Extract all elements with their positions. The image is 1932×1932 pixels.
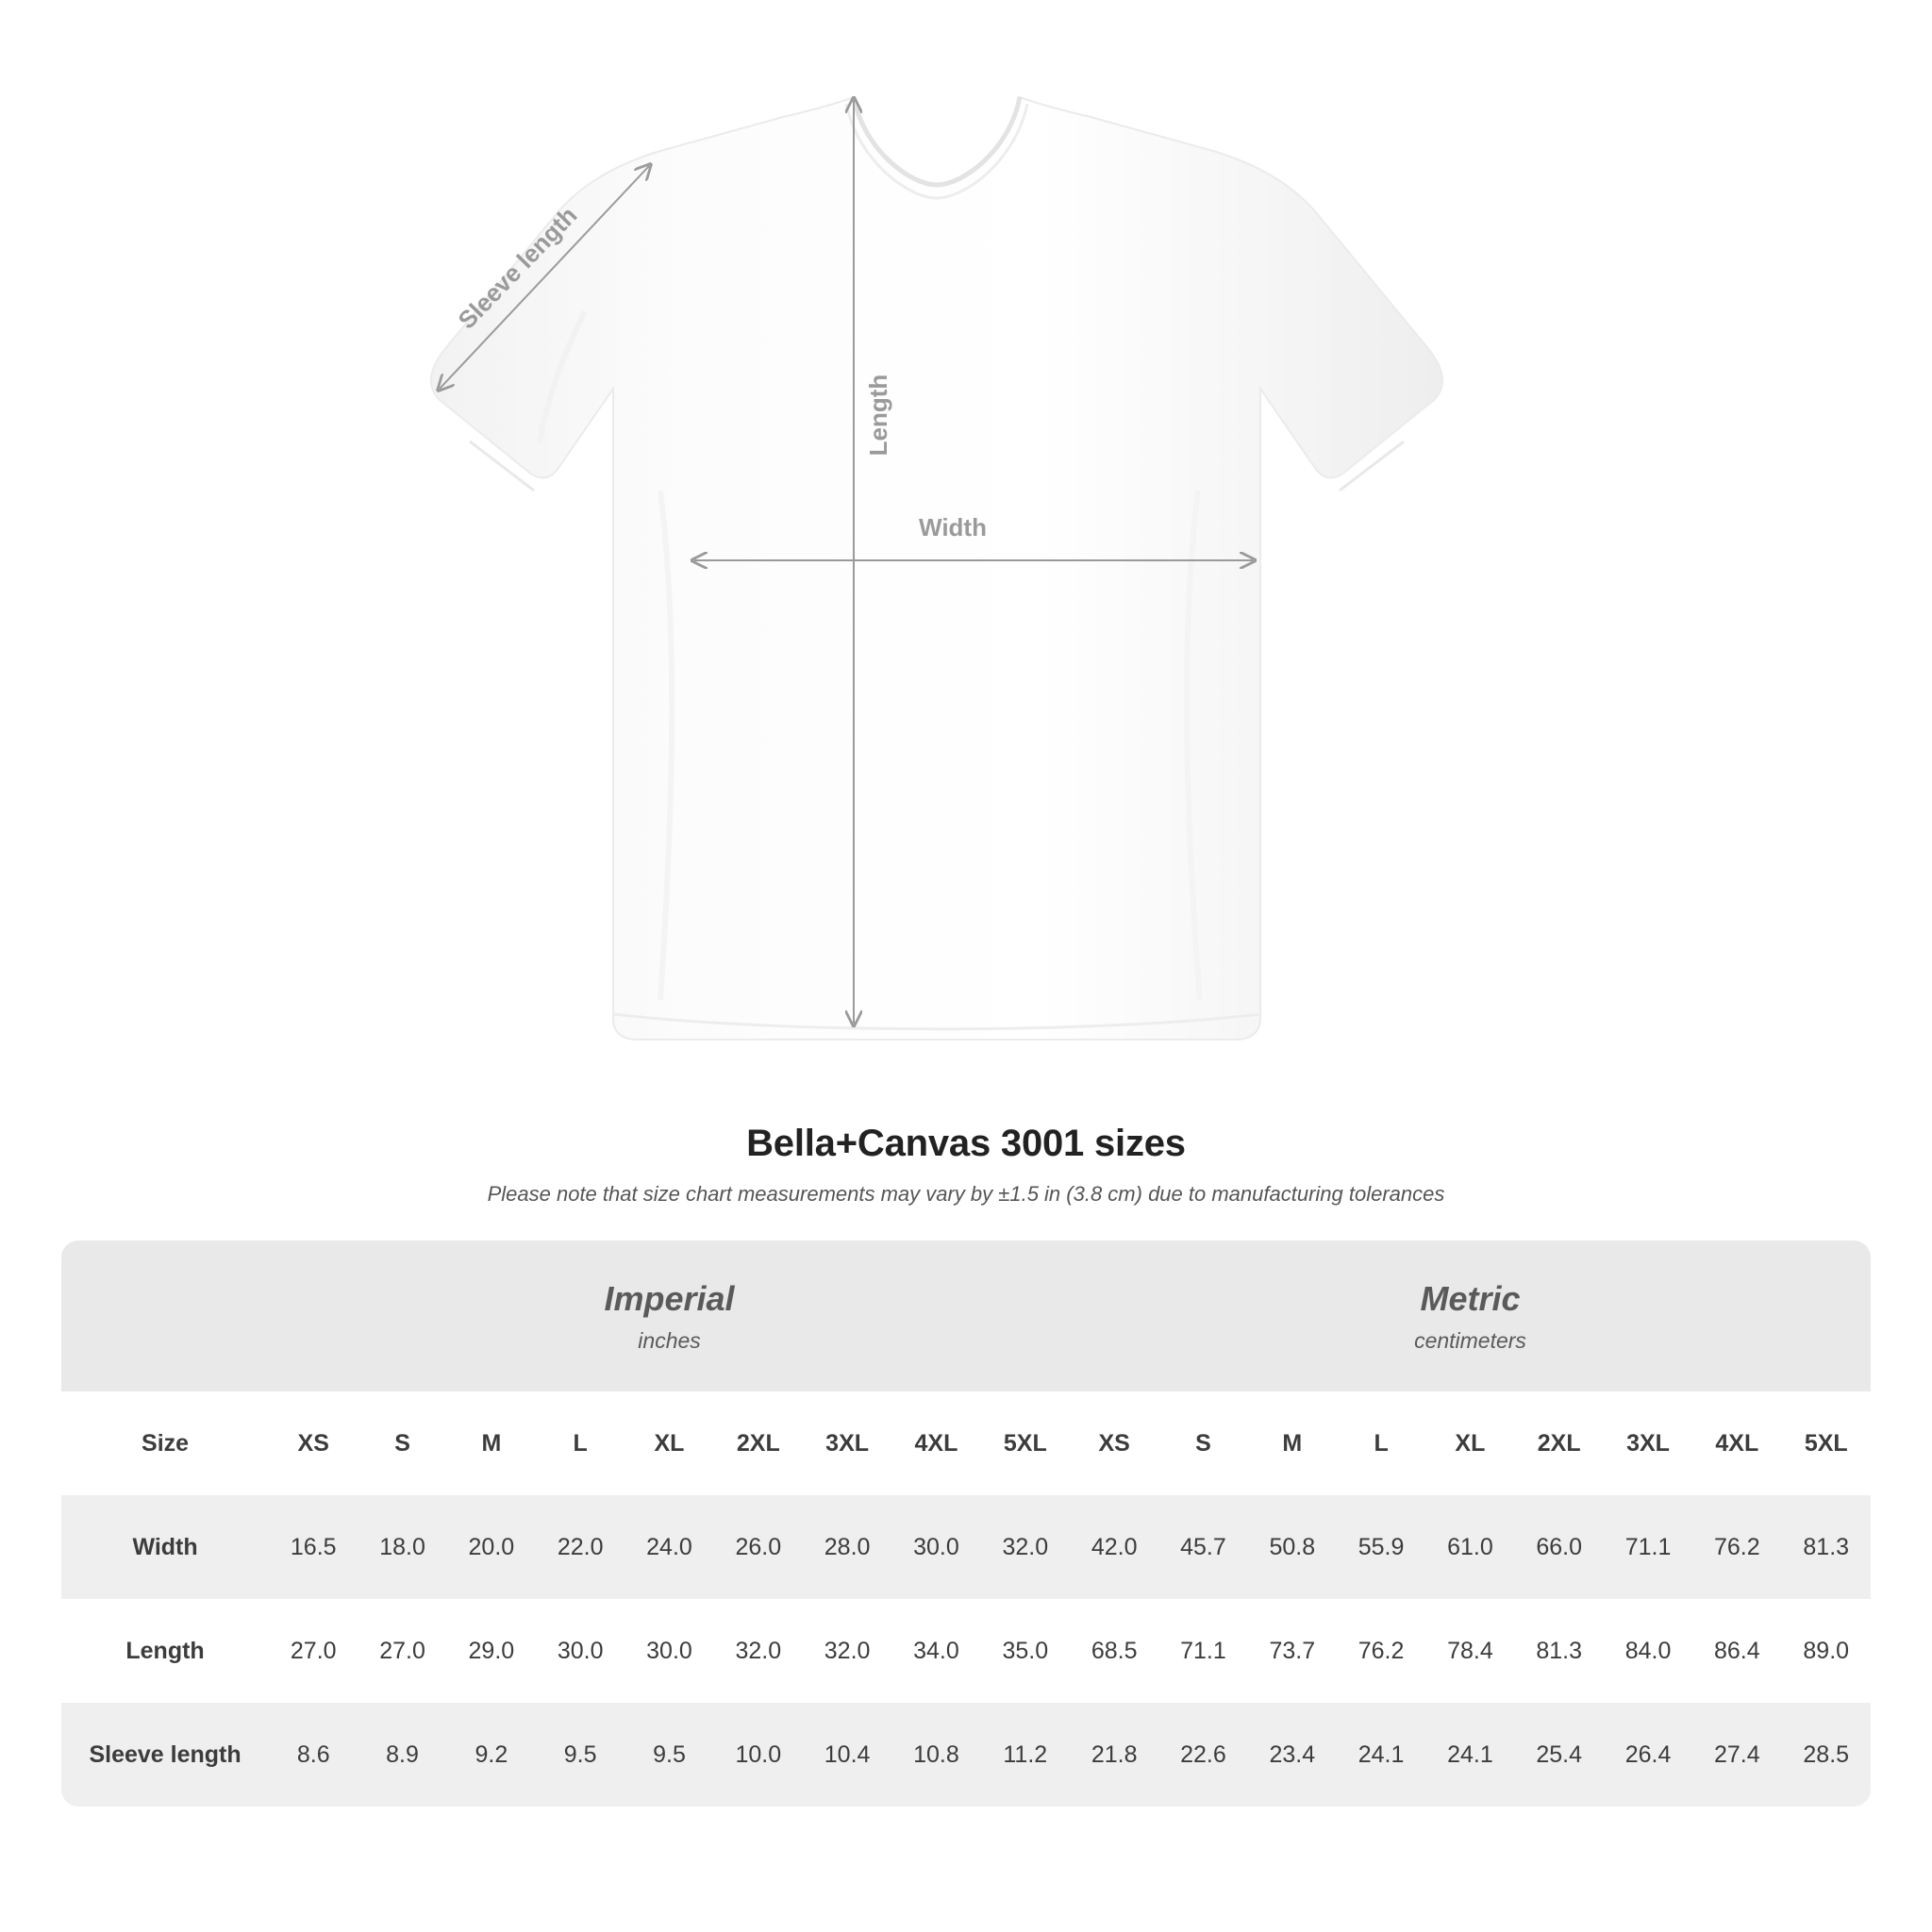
table-cell: 61.0 bbox=[1425, 1495, 1514, 1599]
table-cell: 35.0 bbox=[981, 1599, 1070, 1703]
table-cell: 29.0 bbox=[447, 1599, 536, 1703]
unit-blank-cell bbox=[61, 1241, 269, 1391]
table-cell: 32.0 bbox=[981, 1495, 1070, 1599]
size-header-cell: XS bbox=[269, 1391, 358, 1495]
size-header-cell: 2XL bbox=[714, 1391, 803, 1495]
size-header-cell: XS bbox=[1070, 1391, 1158, 1495]
size-header-cell: 3XL bbox=[1604, 1391, 1692, 1495]
table-row bbox=[61, 1703, 1871, 1807]
table-cell: 9.5 bbox=[625, 1703, 713, 1807]
table-cell: 8.6 bbox=[269, 1703, 358, 1807]
table-cell: 32.0 bbox=[714, 1599, 803, 1703]
size-header-cell: S bbox=[358, 1391, 446, 1495]
size-header-cell: XL bbox=[625, 1391, 713, 1495]
tshirt-graphic bbox=[431, 97, 1442, 1040]
table-cell: 20.0 bbox=[447, 1495, 536, 1599]
label-sleeve-length: Sleeve length bbox=[452, 201, 583, 335]
table-cell: 76.2 bbox=[1337, 1599, 1425, 1703]
table-cell: 81.3 bbox=[1782, 1495, 1872, 1599]
table-cell: 18.0 bbox=[358, 1495, 446, 1599]
size-header-cell: 4XL bbox=[891, 1391, 980, 1495]
table-cell: 24.1 bbox=[1425, 1703, 1514, 1807]
row-label-sleeve-length: Sleeve length bbox=[61, 1703, 269, 1807]
table-cell: 26.4 bbox=[1604, 1703, 1692, 1807]
table-cell: 89.0 bbox=[1782, 1599, 1872, 1703]
table-cell: 10.8 bbox=[891, 1703, 980, 1807]
size-header-cell: XL bbox=[1425, 1391, 1514, 1495]
table-cell: 24.1 bbox=[1337, 1703, 1425, 1807]
size-header-cell: 5XL bbox=[1782, 1391, 1872, 1495]
row-label-width: Width bbox=[61, 1495, 269, 1599]
table-cell: 84.0 bbox=[1604, 1599, 1692, 1703]
unit-group-imperial bbox=[269, 1241, 1070, 1391]
size-header-cell: 2XL bbox=[1515, 1391, 1604, 1495]
table-cell: 76.2 bbox=[1692, 1495, 1781, 1599]
table-cell: 9.5 bbox=[536, 1703, 625, 1807]
table-cell: 30.0 bbox=[891, 1495, 980, 1599]
size-header-cell: M bbox=[1248, 1391, 1337, 1495]
table-cell: 32.0 bbox=[803, 1599, 891, 1703]
table-cell: 42.0 bbox=[1070, 1495, 1158, 1599]
table-cell: 45.7 bbox=[1158, 1495, 1247, 1599]
table-cell: 22.0 bbox=[536, 1495, 625, 1599]
table-cell: 10.0 bbox=[714, 1703, 803, 1807]
table-cell: 22.6 bbox=[1158, 1703, 1247, 1807]
table-cell: 8.9 bbox=[358, 1703, 446, 1807]
size-header-cell: 4XL bbox=[1692, 1391, 1781, 1495]
unit-group-metric bbox=[1070, 1241, 1871, 1391]
table-cell: 21.8 bbox=[1070, 1703, 1158, 1807]
table-cell: 23.4 bbox=[1248, 1703, 1337, 1807]
size-header-label: Size bbox=[61, 1391, 269, 1495]
table-cell: 71.1 bbox=[1158, 1599, 1247, 1703]
table-cell: 34.0 bbox=[891, 1599, 980, 1703]
table-cell: 78.4 bbox=[1425, 1599, 1514, 1703]
unit-imperial-name: Imperial bbox=[604, 1278, 735, 1318]
table-cell: 25.4 bbox=[1515, 1703, 1604, 1807]
table-cell: 10.4 bbox=[803, 1703, 891, 1807]
size-header-row bbox=[61, 1391, 1871, 1495]
table-cell: 28.0 bbox=[803, 1495, 891, 1599]
row-label-length: Length bbox=[61, 1599, 269, 1703]
table-row bbox=[61, 1495, 1871, 1599]
size-table-wrapper bbox=[61, 1241, 1871, 1807]
table-cell: 50.8 bbox=[1248, 1495, 1337, 1599]
unit-header-row bbox=[61, 1241, 1871, 1391]
page-title: Bella+Canvas 3001 sizes bbox=[746, 1123, 1186, 1164]
table-cell: 28.5 bbox=[1782, 1703, 1872, 1807]
table-cell: 30.0 bbox=[536, 1599, 625, 1703]
table-row bbox=[61, 1599, 1871, 1703]
unit-metric-name: Metric bbox=[1420, 1278, 1521, 1318]
unit-imperial-sub: inches bbox=[638, 1327, 701, 1353]
table-cell: 24.0 bbox=[625, 1495, 713, 1599]
table-cell: 55.9 bbox=[1337, 1495, 1425, 1599]
table-cell: 27.4 bbox=[1692, 1703, 1781, 1807]
size-header-cell: S bbox=[1158, 1391, 1247, 1495]
table-cell: 66.0 bbox=[1515, 1495, 1604, 1599]
size-header-cell: 3XL bbox=[803, 1391, 891, 1495]
size-header-cell: M bbox=[447, 1391, 536, 1495]
table-cell: 68.5 bbox=[1070, 1599, 1158, 1703]
size-header-cell: L bbox=[536, 1391, 625, 1495]
table-cell: 16.5 bbox=[269, 1495, 358, 1599]
table-cell: 27.0 bbox=[269, 1599, 358, 1703]
label-width: Width bbox=[919, 513, 987, 541]
table-cell: 26.0 bbox=[714, 1495, 803, 1599]
table-cell: 71.1 bbox=[1604, 1495, 1692, 1599]
table-cell: 73.7 bbox=[1248, 1599, 1337, 1703]
tolerance-note: Please note that size chart measurements may vary by ±1.5 in (3.8 cm) due to manufacturing tolerances bbox=[487, 1182, 1445, 1206]
table-cell: 9.2 bbox=[447, 1703, 536, 1807]
size-header-cell: 5XL bbox=[981, 1391, 1070, 1495]
table-cell: 27.0 bbox=[358, 1599, 446, 1703]
size-header-cell: L bbox=[1337, 1391, 1425, 1495]
table-cell: 30.0 bbox=[625, 1599, 713, 1703]
title-block bbox=[0, 1123, 1932, 1207]
table-cell: 86.4 bbox=[1692, 1599, 1781, 1703]
table-cell: 11.2 bbox=[981, 1703, 1070, 1807]
label-length: Length bbox=[864, 374, 892, 457]
size-table bbox=[61, 1241, 1871, 1807]
unit-metric-sub: centimeters bbox=[1414, 1327, 1526, 1353]
table-cell: 81.3 bbox=[1515, 1599, 1604, 1703]
